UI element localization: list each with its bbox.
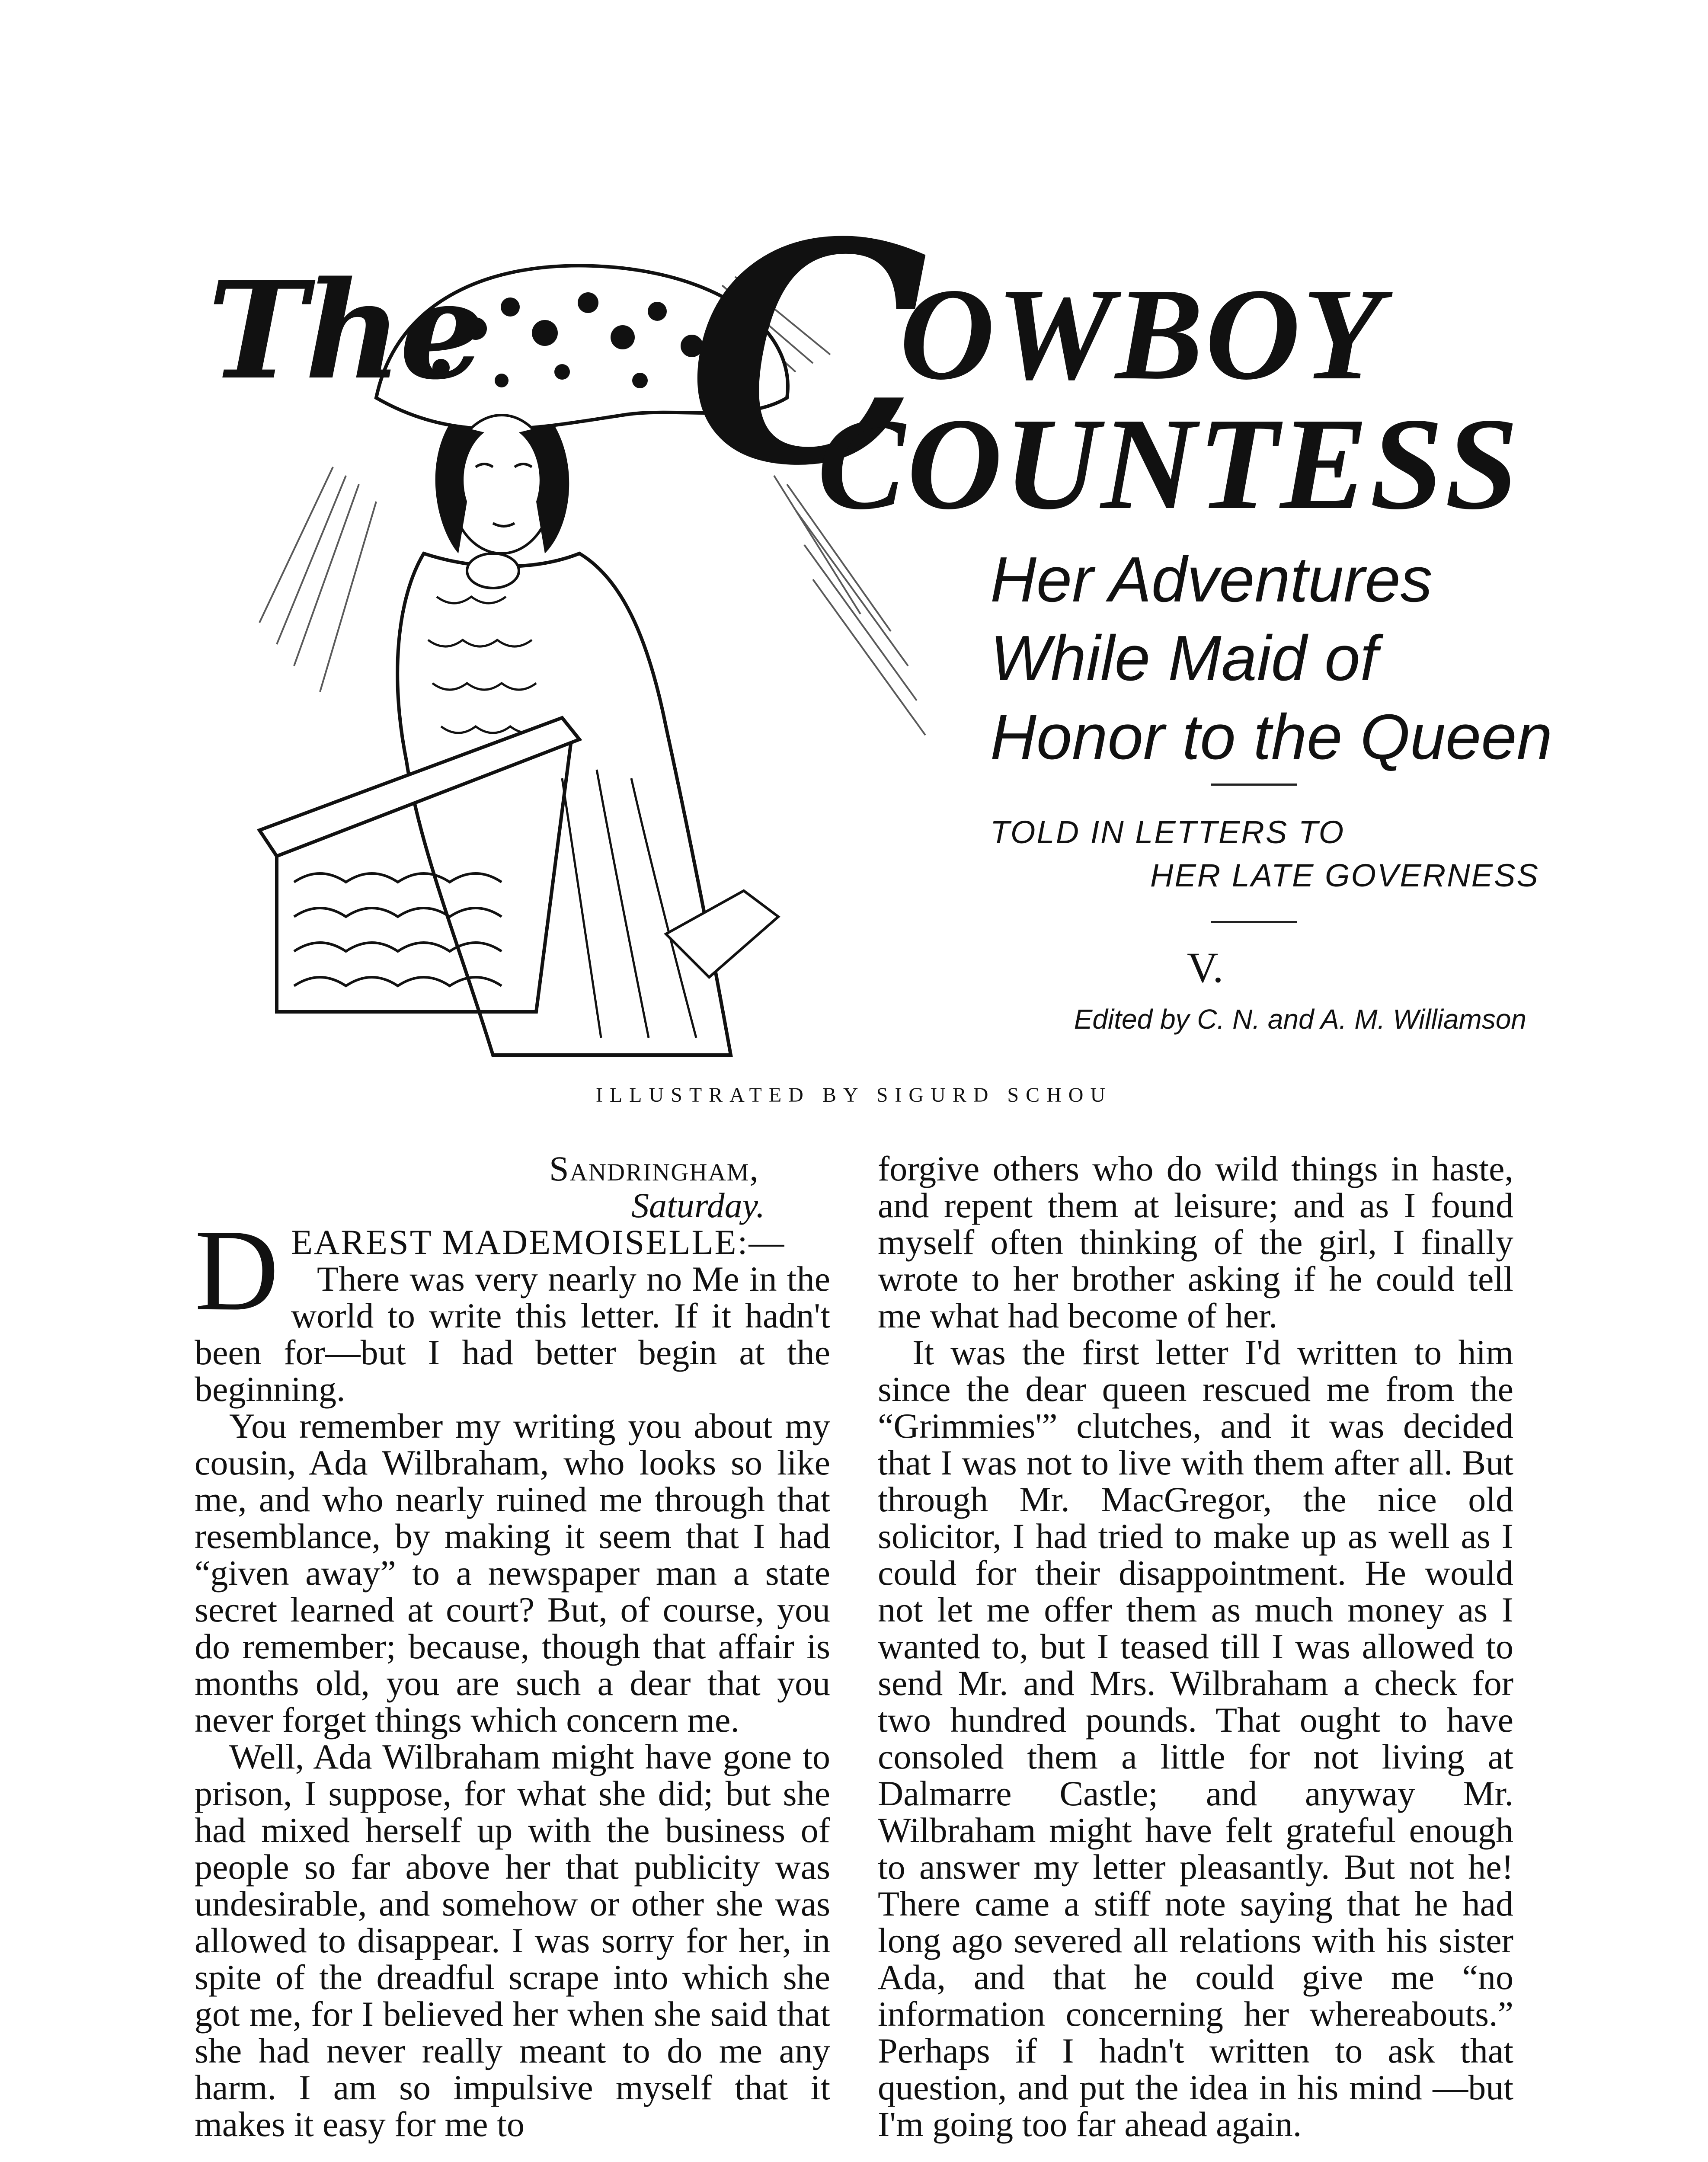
title-initial-letter: C bbox=[688, 177, 929, 532]
divider-rule-2 bbox=[1211, 921, 1297, 923]
subtitle bbox=[990, 540, 1639, 777]
subtitle-line-1: Her Adventures bbox=[990, 544, 1433, 615]
paragraph: Well, Ada Wilbraham might have gone to prison, I suppose, for what she did; but she had mixed herself up with the business of people so far above her that publicity was undesirable, and somehow or other she was allowed to disappear. I was sorry for her, in spite of the dreadful scrape into which she got me, for I believed her when she said that she had never really meant to do me any harm. I am so impulsive myself that it makes it easy for me to bbox=[195, 1737, 830, 2144]
paragraph: forgive others who do wild things in haste, and repent them at leisure; and as I found myself often thinking of the girl, I finally wrote to her brother asking if he could tell me what had become of her. bbox=[878, 1149, 1513, 1335]
paragraph: It was the first letter I'd written to him since the dear queen rescued me from the “Grimmies'” clutches, and it was decided that I was not to live with them after all. But through Mr. MacGregor, the nice old solicitor, I had tried to make up as well as I could for their disappointment. He would not let me offer them as much money as I wanted to, but I teased till I was allowed to send Mr. and Mrs. Wilbraham a check for two hundred pounds. That ought to have consoled them a little for not living at Dalmarre Castle; and anyway Mr. Wilbraham might have felt grateful enough to answer my letter pleasantly. But not he! There came a stiff note saying that he had long ago severed all relations with his sister Ada, and that he could give me “no information concerning her whereabouts.” Perhaps if I hadn't written to ask that question, and put the idea in his mind —but I'm going too far ahead again. bbox=[878, 1333, 1513, 2144]
subtitle-line-3: Honor to the Queen bbox=[990, 701, 1552, 773]
title-the: The bbox=[208, 252, 483, 409]
told-in-letters bbox=[990, 811, 1539, 897]
paragraph: You remember my writing you about my cousin, Ada Wilbraham, who looks so like me, and who nearly ruined me through that resemblance, by making it seem that I had “given away” to a newspaper man a state secret learned at court? But, of course, you do remember; because, though that affair is months old, you are such a dear that you never forget things which concern me. bbox=[195, 1406, 830, 1740]
divider-rule-1 bbox=[1211, 784, 1297, 786]
letter-day: Saturday. bbox=[631, 1186, 765, 1225]
letter-salutation bbox=[195, 1206, 830, 1409]
paragraph: There was very nearly no Me in the world to write this letter. If it hadn't been for—but I had better begin at the beginning. bbox=[195, 1259, 830, 1409]
text-column-right bbox=[878, 1150, 1513, 2143]
salutation-text: EAREST MADEMOISELLE:— bbox=[291, 1222, 786, 1262]
letter-dateline bbox=[195, 1150, 830, 1224]
illustrator-credit: ILLUSTRATED BY SIGURD SCHOU bbox=[595, 1084, 1113, 1107]
told-line-1: TOLD IN LETTERS TO bbox=[990, 814, 1345, 850]
part-number: V. bbox=[1187, 943, 1224, 991]
text-column-left bbox=[195, 1150, 830, 2143]
editors-credit: Edited by C. N. and A. M. Williamson bbox=[1074, 1004, 1526, 1035]
drop-cap: D bbox=[195, 1206, 279, 1335]
subtitle-line-2: While Maid of bbox=[990, 623, 1378, 694]
letter-place: Sandringham, bbox=[549, 1149, 759, 1188]
title-word-cowboy: OWBOY bbox=[899, 261, 1385, 407]
title-word-countess: COUNTESS bbox=[817, 390, 1520, 537]
told-line-2: HER LATE GOVERNESS bbox=[1150, 857, 1539, 893]
